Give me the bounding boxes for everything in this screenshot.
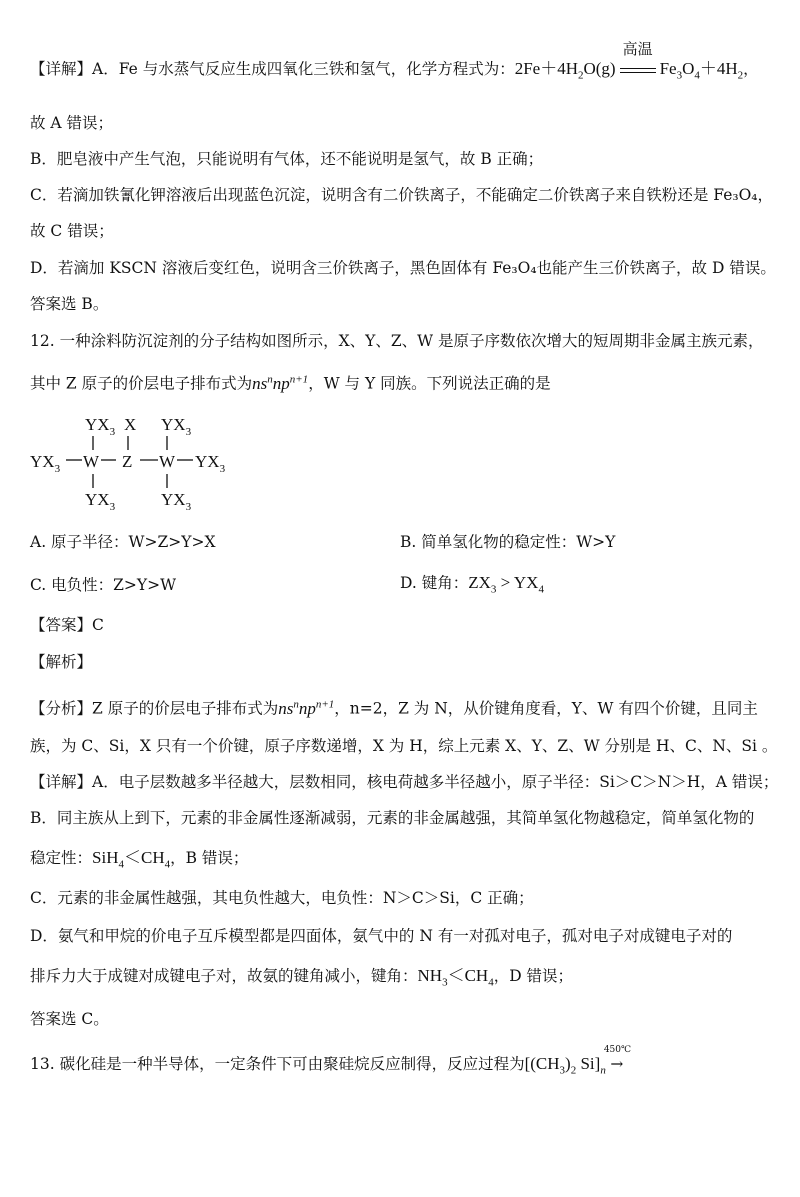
q12-stem-line2: 其中 Z 原子的价层电子排布式为$ns^nnp^{n+1}$，W 与 Y 同族。下列说法正确的是 xyxy=(30,373,551,393)
struct-top-left-yx3: $YX_3$ xyxy=(85,415,116,438)
iron-steam-equation: $2Fe+4H_2O(g)$ 高温 $Fe_3O_4+4H_2$ xyxy=(514,42,744,82)
electron-config: $ns^nnp^{n+1}$ xyxy=(252,373,309,393)
prev-detail-d: D．若滴加 KSCN 溶液后变红色，说明含三价铁离子，黑色固体有 Fe₃O₄也能产生三价铁离子，故 D 错误。 xyxy=(30,259,776,277)
option-d: D. 键角：$ZX_3 > YX_4$ xyxy=(400,573,544,596)
hydride-stability-compare: $SiH_4<CH_4$ xyxy=(92,848,171,871)
detail-d1: D．氨气和甲烷的价电子互斥模型都是四面体，氨气中的 N 有一对孤对电子，孤对电子对成键电子对的 xyxy=(30,927,733,945)
analysis-line1: 【分析】Z 原子的价层电子排布式为$ns^nnp^{n+1}$，n=2，Z 为 N，从价键角度看，Y、W 有四个价键，且同主 xyxy=(30,698,758,718)
detail-a: 【详解】A．电子层数越多半径越大，层数相同，核电荷越多半径越小，原子半径：Si＞C＞N＞H，A 错误； xyxy=(30,773,779,791)
option-b: B. 简单氢化物的稳定性：W>Y xyxy=(400,533,616,551)
analysis-line2: 族，为 C、Si，X 只有一个价键，原子序数递增，X 为 H，综上元素 X、Y、Z、W 分别是 H、C、N、Si 。 xyxy=(30,737,778,755)
analysis-label: 【解析】 xyxy=(30,653,93,671)
struct-z: Z xyxy=(122,452,133,471)
prev-detail-b: B．肥皂液中产生气泡，只能说明有气体，还不能说明是氢气，故 B 正确； xyxy=(30,150,544,168)
option-a: A. 原子半径：W>Z>Y>X xyxy=(30,533,216,551)
q12-stem-line1: 12. 一种涂料防沉淀剂的分子结构如图所示，X、Y、Z、W 是原子序数依次增大的短周期非金属主族元素， xyxy=(30,332,764,350)
bond-angle-nh3-ch4: $NH_3<CH_4$ xyxy=(417,966,494,989)
high-temp-equals-sign: 高温 xyxy=(618,58,658,80)
detail-b2: 稳定性：$SiH_4<CH_4$，B 错误； xyxy=(30,848,249,871)
prev-answer: 答案选 B。 xyxy=(30,295,109,313)
detail-b1: B．同主族从上到下，元素的非金属性逐渐减弱，元素的非金属越强，其简单氢化物越稳定，简单氢化物的 xyxy=(30,809,755,827)
struct-bottom-left-yx3: $YX_3$ xyxy=(85,490,116,513)
polysilane-formula: [$(CH_3)_2$ $Si]_n$ xyxy=(524,1054,606,1077)
electron-config-analysis: $ns^nnp^{n+1}$ xyxy=(278,698,335,718)
struct-right-yx3: $YX_3$ xyxy=(195,452,226,475)
prev-detail-a-end: 故 A 错误； xyxy=(30,114,114,132)
struct-w-left: W xyxy=(83,452,100,471)
answer-label: 【答案】C xyxy=(30,616,104,634)
struct-top-x: X xyxy=(124,415,137,434)
prev-detail-c1: C．若滴加铁氰化钾溶液后出现蓝色沉淀，说明含有二价铁离子，不能确定二价铁离子来自铁粉还是 Fe₃O₄， xyxy=(30,186,774,204)
detail-c: C．元素的非金属性越强，其电负性越大，电负性：N＞C＞Si，C 正确； xyxy=(30,889,534,907)
detail-d2: 排斥力大于成键对成键电子对，故氨的键角减小，键角：$NH_3<CH_4$，D 错误； xyxy=(30,966,574,989)
struct-w-right: W xyxy=(159,452,176,471)
struct-left-yx3: $YX_3$ xyxy=(30,452,61,475)
answer-final: 答案选 C。 xyxy=(30,1010,109,1028)
prev-detail-c2: 故 C 错误； xyxy=(30,222,114,240)
bond-angle-compare: $ZX_3 > YX_4$ xyxy=(468,573,544,596)
struct-bottom-right-yx3: $YX_3$ xyxy=(161,490,192,513)
prev-detail-a-text: 【详解】A．Fe 与水蒸气反应生成四氧化三铁和氢气，化学方程式为： xyxy=(30,60,515,78)
option-c: C. 电负性：Z>Y>W xyxy=(30,576,177,594)
reaction-arrow: 450℃ → xyxy=(603,1045,632,1073)
struct-top-right-yx3: $YX_3$ xyxy=(161,415,192,438)
prev-detail-a-line: 【详解】A．Fe 与水蒸气反应生成四氧化三铁和氢气，化学方程式为：$2Fe+4H_2O(g)$ 高温 $Fe_3O_4+4H_2$， xyxy=(30,42,759,82)
molecular-structure-diagram xyxy=(30,410,250,520)
q13-stem: 13. 碳化硅是一种半导体，一定条件下可由聚硅烷反应制得，反应过程为[$(CH_3)_2$ $Si]_n$ 450℃ → xyxy=(30,1045,632,1077)
